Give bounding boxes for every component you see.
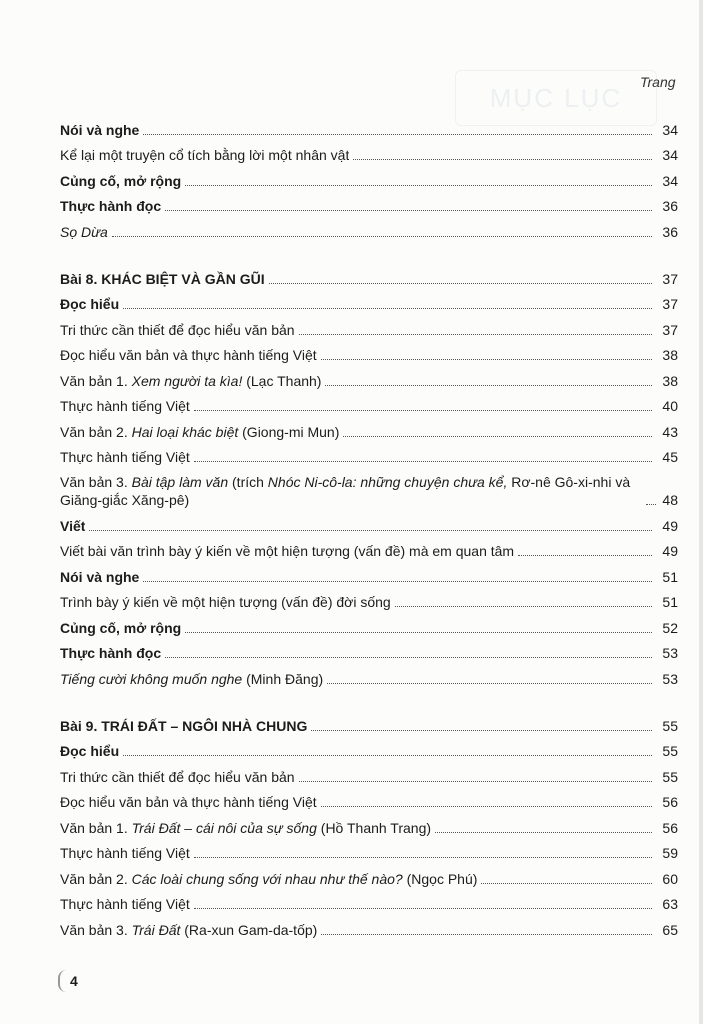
toc-entry-page: 40 — [662, 398, 678, 414]
toc-entry[interactable] — [60, 837, 678, 863]
dot-leader — [646, 504, 656, 505]
toc-entry[interactable] — [60, 811, 678, 837]
toc-entry-page: 55 — [662, 717, 678, 734]
toc-entry[interactable] — [60, 862, 678, 888]
toc-entry[interactable] — [60, 560, 678, 586]
toc-entry-page: 34 — [662, 172, 678, 189]
toc-entry[interactable] — [60, 339, 678, 365]
toc-entry-page: 48 — [662, 492, 678, 508]
page-column-label: Trang — [640, 74, 676, 90]
toc-entry-prefix: Văn bản 2. — [60, 423, 132, 440]
toc-entry-title: Bài 9. TRÁI ĐẤT – NGÔI NHÀ CHUNG — [60, 717, 308, 734]
toc-entry-title: Thực hành đọc — [60, 198, 162, 214]
dot-leader — [518, 555, 652, 556]
toc-entry[interactable] — [60, 535, 678, 561]
toc-entry-title: Đọc hiểu văn bản và thực hành tiếng Việt — [60, 794, 317, 810]
toc-entry-title: Thực hành tiếng Việt — [60, 398, 190, 414]
dot-leader — [185, 632, 652, 633]
dot-leader — [194, 461, 652, 462]
toc-entry-suffix: (Lạc Thanh) — [242, 372, 322, 389]
toc-entry-title: Đọc hiểu — [60, 743, 120, 759]
toc-entry-title: Bài 8. KHÁC BIỆT VÀ GẦN GŨI — [60, 270, 265, 287]
dot-leader — [112, 236, 652, 237]
toc-entry-page: 53 — [662, 645, 678, 661]
toc-entry[interactable] — [60, 164, 678, 190]
toc-entry-mid: (trích — [228, 474, 268, 490]
dot-leader — [327, 683, 652, 684]
toc-entry[interactable] — [60, 786, 678, 812]
toc-entry-title: Thực hành tiếng Việt — [60, 449, 190, 465]
dot-leader — [481, 883, 652, 884]
toc-entry-title: Nói và nghe — [60, 121, 140, 138]
toc-entry-page: 60 — [662, 870, 678, 887]
toc-entry-page: 51 — [662, 594, 678, 610]
toc-entry-page: 36 — [662, 223, 678, 240]
toc-entry[interactable] — [60, 611, 678, 637]
toc-entry-page: 52 — [662, 619, 678, 636]
toc-entry[interactable] — [60, 466, 678, 509]
toc-entry-page: 56 — [662, 794, 678, 810]
toc-entry-suffix: (Ra-xun Gam-da-tốp) — [180, 921, 318, 938]
toc-entry-em: Xem người ta kìa! — [131, 372, 243, 389]
toc-entry-page: 43 — [662, 423, 678, 440]
toc-entry[interactable] — [60, 288, 678, 314]
toc-entry-title: Viết — [60, 517, 86, 534]
toc-entry-title — [60, 372, 321, 390]
dot-leader — [321, 359, 652, 360]
dot-leader — [299, 334, 652, 335]
page-footer — [58, 970, 78, 992]
toc-entry-title: Thực hành tiếng Việt — [60, 845, 190, 861]
toc-entry-page: 34 — [662, 147, 678, 163]
dot-leader — [194, 857, 652, 858]
toc-entry-title — [60, 870, 477, 888]
toc-entry[interactable] — [60, 215, 678, 241]
toc-entry-em2: Nhóc Ni-cô-la: những chuyện chưa kể, — [267, 474, 508, 490]
toc-entry[interactable] — [60, 113, 678, 139]
toc-entry-title: Đọc hiểu văn bản và thực hành tiếng Việt — [60, 347, 317, 363]
toc-entry[interactable] — [60, 699, 678, 735]
dot-leader — [435, 832, 652, 833]
toc-entry-page: 45 — [662, 449, 678, 465]
toc-entry-em: Hai loại khác biệt — [131, 423, 239, 440]
toc-entry-page: 49 — [662, 543, 678, 559]
dot-leader — [194, 908, 652, 909]
toc-entry-prefix: Văn bản 2. — [60, 870, 132, 887]
toc-entry-page: 63 — [662, 896, 678, 912]
toc-entry[interactable] — [60, 390, 678, 416]
toc-entry-suffix: (Hồ Thanh Trang) — [316, 819, 432, 836]
dot-leader — [165, 657, 652, 658]
dot-leader — [299, 781, 652, 782]
dot-leader — [321, 934, 652, 935]
ghost-title: MỤC LỤC — [455, 70, 657, 126]
page-number-bracket — [58, 970, 66, 992]
toc-entry-page: 37 — [662, 270, 678, 287]
toc-entry[interactable] — [60, 190, 678, 216]
toc-entry-suffix: (Minh Đăng) — [242, 670, 324, 687]
toc-entry-title: Tri thức cần thiết để đọc hiểu văn bản — [60, 768, 295, 785]
dot-leader — [194, 410, 652, 411]
toc-entry-title: Củng cố, mở rộng — [60, 172, 182, 189]
toc-entry[interactable] — [60, 586, 678, 612]
toc-entry-title: Kể lại một truyện cổ tích bằng lời một nhân vật — [60, 147, 350, 163]
toc-entry-title — [60, 921, 317, 939]
toc-entry[interactable] — [60, 735, 678, 761]
toc-entry-prefix: Văn bản 3. — [60, 474, 132, 490]
toc-entry[interactable] — [60, 662, 678, 688]
toc-entry[interactable] — [60, 139, 678, 165]
dot-leader — [269, 283, 652, 284]
table-of-contents — [60, 113, 678, 939]
toc-entry-em: Các loài chung sống với nhau như thế nào? — [131, 870, 403, 887]
toc-entry-page: 55 — [662, 768, 678, 785]
page-edge — [699, 0, 703, 1024]
toc-entry-title: Tri thức cần thiết để đọc hiểu văn bản — [60, 321, 295, 338]
toc-entry-page: 53 — [662, 670, 678, 687]
toc-entry-page: 37 — [662, 296, 678, 312]
toc-entry-page: 59 — [662, 845, 678, 861]
toc-entry[interactable] — [60, 313, 678, 339]
toc-entry-title: Đọc hiểu — [60, 296, 120, 312]
toc-entry-prefix: Văn bản 1. — [60, 819, 132, 836]
toc-entry-page: 49 — [662, 517, 678, 534]
toc-entry-title: Củng cố, mở rộng — [60, 619, 182, 636]
toc-entry-title: Sọ Dừa — [60, 223, 108, 240]
toc-entry-suffix: Rơ-nê Gô-xi-nhi và Giăng-giắc Xăng-pê) — [60, 474, 631, 508]
toc-entry-page: 51 — [662, 568, 678, 585]
dot-leader — [353, 159, 652, 160]
dot-leader — [325, 385, 652, 386]
dot-leader — [143, 134, 652, 135]
toc-entry-title — [60, 473, 642, 509]
toc-entry[interactable] — [60, 637, 678, 663]
toc-entry-title — [60, 423, 339, 441]
toc-entry-page: 55 — [662, 743, 678, 759]
toc-entry-suffix: (Ngọc Phú) — [402, 870, 478, 887]
toc-entry[interactable] — [60, 760, 678, 786]
dot-leader — [311, 730, 652, 731]
toc-entry-title — [60, 819, 431, 837]
dot-leader — [395, 606, 652, 607]
toc-entry[interactable] — [60, 913, 678, 939]
dot-leader — [165, 210, 652, 211]
toc-entry-em: Bài tập làm văn — [131, 474, 229, 490]
toc-entry-em: Trái Đất – cái nôi của sự sống — [131, 819, 317, 836]
toc-entry[interactable] — [60, 415, 678, 441]
toc-entry-title — [60, 670, 323, 688]
dot-leader — [185, 185, 652, 186]
toc-entry-page: 56 — [662, 819, 678, 836]
page-number: 4 — [70, 973, 78, 989]
toc-entry-suffix: (Giong-mi Mun) — [238, 423, 340, 440]
toc-entry-prefix: Văn bản 1. — [60, 372, 132, 389]
toc-entry-title: Thực hành tiếng Việt — [60, 896, 190, 912]
toc-entry[interactable] — [60, 509, 678, 535]
dot-leader — [343, 436, 652, 437]
toc-entry-page: 34 — [662, 121, 678, 138]
dot-leader — [89, 530, 652, 531]
dot-leader — [123, 308, 652, 309]
toc-entry-title: Trình bày ý kiến về một hiện tượng (vấn đề) đời sống — [60, 594, 391, 610]
toc-entry-page: 36 — [662, 198, 678, 214]
toc-entry-em: Tiếng cười không muốn nghe — [60, 670, 243, 687]
toc-entry-title: Thực hành đọc — [60, 645, 162, 661]
dot-leader — [143, 581, 652, 582]
dot-leader — [321, 806, 652, 807]
toc-entry[interactable] — [60, 888, 678, 914]
toc-entry-em: Trái Đất — [131, 921, 181, 938]
toc-entry-page: 38 — [662, 372, 678, 389]
dot-leader — [123, 755, 652, 756]
toc-entry-page: 65 — [662, 921, 678, 938]
toc-entry-title: Nói và nghe — [60, 568, 140, 585]
toc-entry-page: 37 — [662, 321, 678, 338]
toc-entry-prefix: Văn bản 3. — [60, 921, 132, 938]
toc-entry-page: 38 — [662, 347, 678, 363]
toc-entry[interactable] — [60, 252, 678, 288]
toc-entry-title: Viết bài văn trình bày ý kiến về một hiện tượng (vấn đề) mà em quan tâm — [60, 543, 515, 559]
toc-entry[interactable] — [60, 441, 678, 467]
toc-entry[interactable] — [60, 364, 678, 390]
